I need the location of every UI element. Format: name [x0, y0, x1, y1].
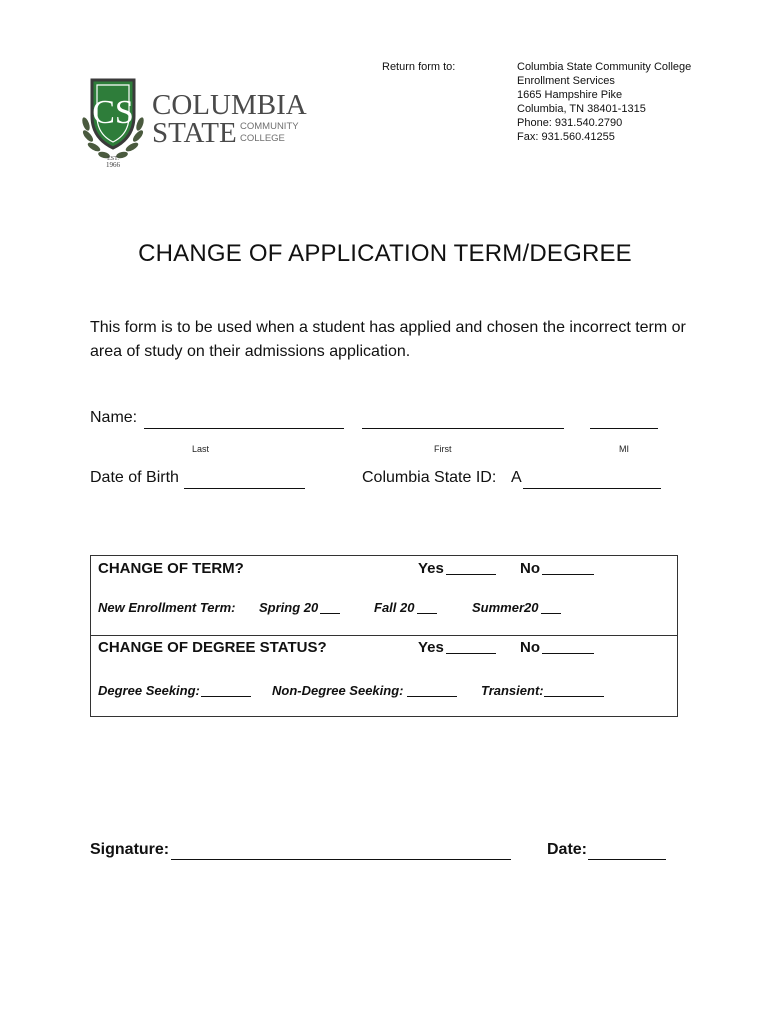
logo-wordmark-college: COLLEGE — [240, 133, 285, 144]
student-id-field[interactable] — [523, 472, 661, 489]
fall-term-label: Fall 20 — [374, 600, 415, 615]
degree-seeking-label: Degree Seeking: — [98, 683, 200, 698]
term-no-label: No — [520, 560, 540, 577]
student-id-prefix: A — [511, 469, 522, 486]
address-line: Enrollment Services — [517, 75, 615, 87]
section-divider — [91, 635, 677, 636]
logo-year: 1966 — [106, 161, 120, 168]
term-yes-label: Yes — [418, 560, 444, 577]
logo-est: EST. — [107, 156, 119, 162]
address-line: Columbia, TN 38401-1315 — [517, 103, 646, 115]
spring-term-label: Spring 20 — [259, 600, 319, 615]
middle-initial-field[interactable] — [590, 412, 658, 429]
college-logo — [80, 76, 310, 168]
form-title: CHANGE OF APPLICATION TERM/DEGREE — [138, 240, 632, 267]
degree-no-field[interactable] — [542, 641, 594, 654]
summer-year-field[interactable] — [541, 601, 561, 614]
non-degree-seeking-label: Non-Degree Seeking: — [272, 683, 404, 698]
change-request-box — [90, 555, 678, 717]
spring-year-field[interactable] — [320, 601, 340, 614]
signature-field[interactable] — [171, 843, 511, 860]
summer-term-label: Summer20 — [472, 600, 539, 615]
date-label: Date: — [547, 841, 588, 858]
address-line: Columbia State Community College — [517, 61, 692, 73]
address-line: Fax: 931.560.41255 — [517, 131, 615, 143]
logo-monogram: CS — [92, 94, 134, 131]
transient-field[interactable] — [544, 684, 604, 697]
degree-yes-label: Yes — [418, 639, 444, 656]
form-instructions: This form is to be used when a student has applied and chosen the incorrect term or area of study on their admissions application. — [90, 319, 686, 360]
student-id-label: Columbia State ID: — [362, 469, 497, 486]
logo-wordmark-columbia: COLUMBIA — [152, 89, 307, 121]
change-of-degree-question: CHANGE OF DEGREE STATUS? — [98, 639, 327, 656]
first-name-caption: First — [434, 444, 452, 454]
degree-no-label: No — [520, 639, 540, 656]
fall-year-field[interactable] — [417, 601, 437, 614]
address-line: 1665 Hampshire Pike — [517, 89, 623, 101]
degree-seeking-field[interactable] — [201, 684, 251, 697]
last-name-caption: Last — [192, 444, 210, 454]
signature-label: Signature: — [90, 841, 170, 858]
first-name-field[interactable] — [362, 412, 564, 429]
return-address — [517, 60, 691, 144]
date-of-birth-label: Date of Birth — [90, 469, 179, 486]
non-degree-seeking-field[interactable] — [407, 684, 457, 697]
college-crest-icon — [80, 76, 310, 168]
date-of-birth-field[interactable] — [184, 472, 305, 489]
name-label: Name: — [90, 409, 138, 426]
logo-wordmark-state: STATE — [152, 117, 237, 149]
address-line: Phone: 931.540.2790 — [517, 117, 623, 129]
term-yes-field[interactable] — [446, 562, 496, 575]
date-field[interactable] — [588, 843, 666, 860]
middle-initial-caption: MI — [619, 444, 629, 454]
degree-yes-field[interactable] — [446, 641, 496, 654]
new-enrollment-term-label: New Enrollment Term: — [98, 600, 236, 615]
transient-label: Transient: — [481, 683, 544, 698]
return-form-label: Return form to: — [382, 61, 456, 73]
change-of-term-question: CHANGE OF TERM? — [98, 560, 244, 577]
logo-wordmark-community: COMMUNITY — [240, 121, 299, 132]
last-name-field[interactable] — [144, 412, 344, 429]
term-no-field[interactable] — [542, 562, 594, 575]
